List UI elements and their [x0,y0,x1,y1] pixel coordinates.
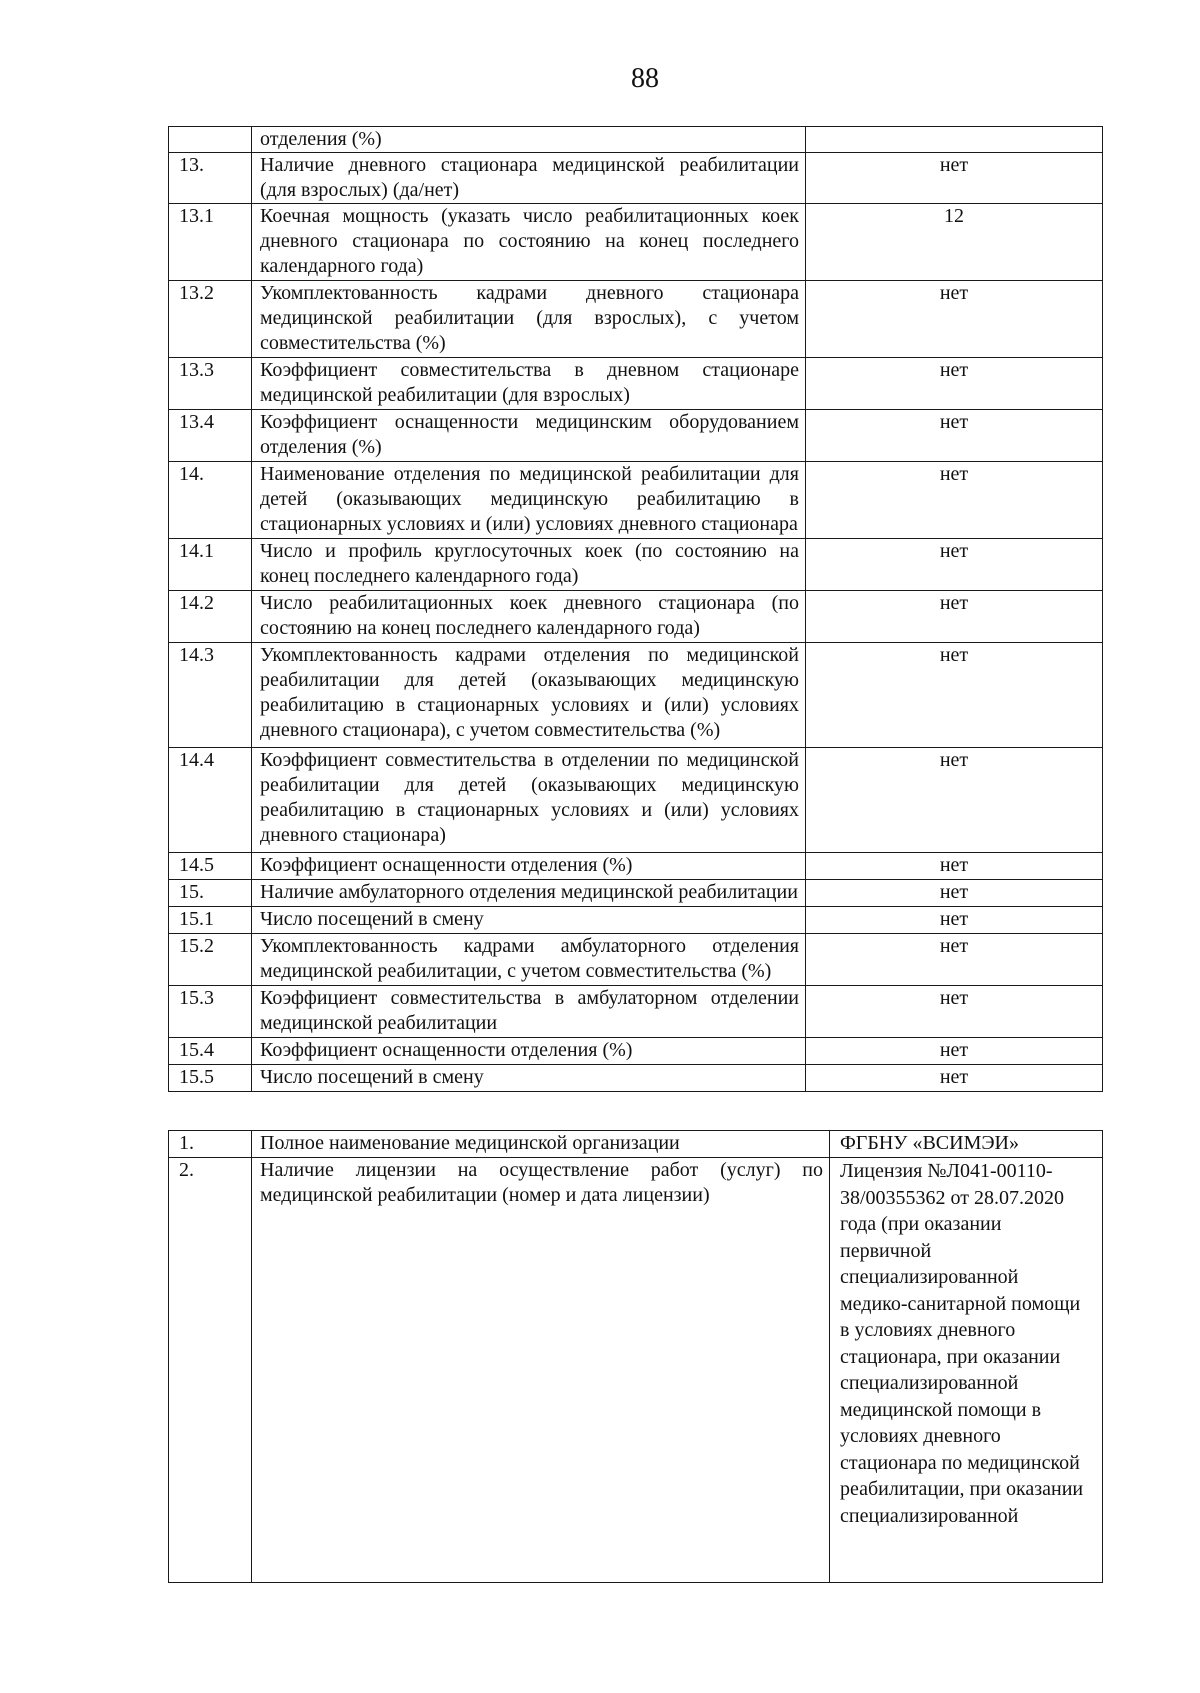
row-value: нет [806,986,1103,1038]
row-description: отделения (%) [252,127,806,153]
table-row [169,153,1103,204]
row-value: 12 [806,204,1103,281]
row-description: Коэффициент оснащенности отделения (%) [252,1038,806,1065]
row-number: 14.3 [169,643,252,748]
row-value: нет [806,1038,1103,1065]
row-description: Наличие лицензии на осуществление работ (услуг) по медицинской реабилитации (номер и дата лицензии) [252,1158,830,1583]
row-number: 14.5 [169,853,252,880]
table-row [169,539,1103,591]
table-row [169,358,1103,410]
row-description: Число посещений в смену [252,907,806,934]
row-number: 15.5 [169,1065,252,1092]
row-number: 13.4 [169,410,252,462]
row-value: нет [806,1065,1103,1092]
row-number: 2. [169,1158,252,1583]
row-number: 13.1 [169,204,252,281]
row-description: Коэффициент совместительства в отделении по медицинской реабилитации для детей (оказывающих медицинскую реабилитацию в стационарных условиях и (или) условиях дневного стационара) [252,748,806,853]
table-row [169,1065,1103,1092]
row-number: 13.2 [169,281,252,358]
row-value: нет [806,281,1103,358]
row-description: Наличие амбулаторного отделения медицинской реабилитации [252,880,806,907]
row-number: 13. [169,153,252,204]
row-number: 13.3 [169,358,252,410]
row-number: 14. [169,462,252,539]
table-row [169,127,1103,153]
row-value: нет [806,462,1103,539]
row-number: 14.2 [169,591,252,643]
row-description: Число и профиль круглосуточных коек (по состоянию на конец последнего календарного года) [252,539,806,591]
row-description: Коэффициент совместительства в амбулаторном отделении медицинской реабилитации [252,986,806,1038]
table-row [169,907,1103,934]
row-value: нет [806,934,1103,986]
license-info [830,1158,1103,1583]
row-value: нет [806,591,1103,643]
table-row [169,748,1103,853]
table-row [169,1158,1103,1583]
row-description: Число посещений в смену [252,1065,806,1092]
row-value: нет [806,358,1103,410]
row-number: 14.4 [169,748,252,853]
row-value: нет [806,410,1103,462]
row-number: 15.2 [169,934,252,986]
row-number: 14.1 [169,539,252,591]
row-value: нет [806,880,1103,907]
row-description: Число реабилитационных коек дневного стационара (по состоянию на конец последнего календарного года) [252,591,806,643]
row-value: нет [806,539,1103,591]
table-row [169,1038,1103,1065]
table-row [169,853,1103,880]
row-number: 1. [169,1131,252,1158]
license-text: Лицензия №Л041-00110-38/00355362 от 28.07.2020 года (при оказании первичной специализированной медико-санитарной помощи в условиях дневного стационара, при оказании специализированной медицинской помощи в условиях дневного стационара по медицинской реабилитации, при оказании специализированной [840,1160,1084,1527]
row-description: Коэффициент совместительства в дневном стационаре медицинской реабилитации (для взрослых) [252,358,806,410]
row-description: Коечная мощность (указать число реабилитационных коек дневного стационара по состоянию на конец последнего календарного года) [252,204,806,281]
row-description: Укомплектованность кадрами амбулаторного отделения медицинской реабилитации, с учетом совместительства (%) [252,934,806,986]
facility-indicators-table [168,126,1103,1092]
organization-name: ФГБНУ «ВСИМЭИ» [830,1131,1103,1158]
row-value: нет [806,153,1103,204]
row-value: нет [806,907,1103,934]
table-row [169,1131,1103,1158]
row-number: 15. [169,880,252,907]
table-row [169,591,1103,643]
row-number: 15.4 [169,1038,252,1065]
organization-table [168,1130,1103,1583]
table-row [169,204,1103,281]
table-row [169,462,1103,539]
table-row [169,880,1103,907]
row-description: Коэффициент оснащенности отделения (%) [252,853,806,880]
row-description: Коэффициент оснащенности медицинским оборудованием отделения (%) [252,410,806,462]
row-description: Укомплектованность кадрами дневного стационара медицинской реабилитации (для взрослых), с учетом совместительства (%) [252,281,806,358]
row-description: Полное наименование медицинской организации [252,1131,830,1158]
row-number: 15.3 [169,986,252,1038]
row-description: Наличие дневного стационара медицинской реабилитации (для взрослых) (да/нет) [252,153,806,204]
table-row [169,986,1103,1038]
table-row [169,934,1103,986]
row-value: нет [806,748,1103,853]
row-number: 15.1 [169,907,252,934]
row-value [806,127,1103,153]
table-row [169,410,1103,462]
row-value: нет [806,853,1103,880]
table-row [169,281,1103,358]
row-description: Наименование отделения по медицинской реабилитации для детей (оказывающих медицинскую реабилитацию в стационарных условиях и (или) условиях дневного стационара [252,462,806,539]
table-row [169,643,1103,748]
row-number [169,127,252,153]
row-description: Укомплектованность кадрами отделения по медицинской реабилитации для детей (оказывающих медицинскую реабилитацию в стационарных условиях и (или) условиях дневного стационара), с учетом совместительства (%) [252,643,806,748]
row-value: нет [806,643,1103,748]
page-number: 88 [631,63,659,94]
